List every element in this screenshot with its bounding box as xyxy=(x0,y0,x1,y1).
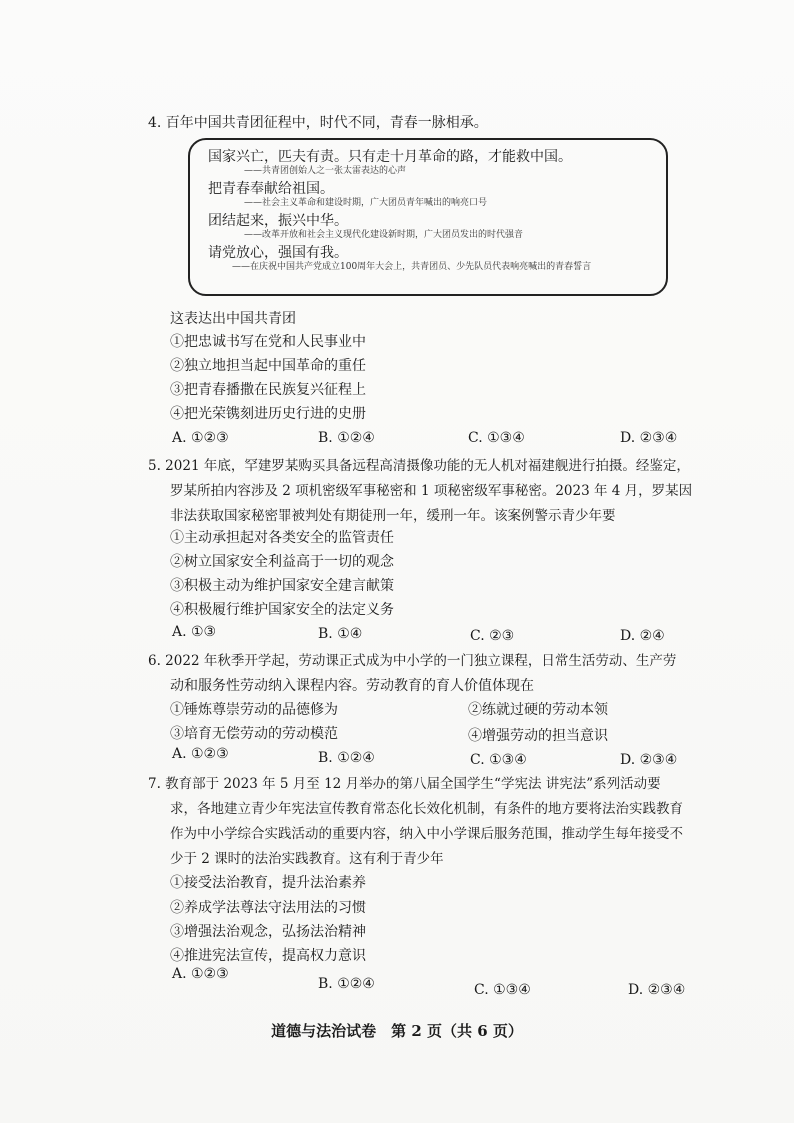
q7-option-c[interactable]: C. ①③④ xyxy=(474,982,531,998)
q4-option-c[interactable]: C. ①③④ xyxy=(468,430,525,446)
q7-stem-line-2: 求，各地建立青少年宪法宣传教育常态化长效化机制，有条件的地方要将法治实践教育 xyxy=(170,801,683,817)
q4-quote-box xyxy=(188,138,668,296)
q6-stem-line-1: 6. 2022 年秋季开学起，劳动课正式成为中小学的一门独立课程，日常生活劳动、生产劳 xyxy=(148,653,677,669)
q4-item-1: ①把忠诚书写在党和人民事业中 xyxy=(170,334,366,350)
q4-quote-3: 团结起来，振兴中华。 xyxy=(208,213,348,229)
q4-quote-1: 国家兴亡，匹夫有责。只有走十月革命的路，才能救中国。 xyxy=(208,149,572,165)
q6-option-b[interactable]: B. ①②④ xyxy=(318,750,375,766)
page-footer: 道德与法治试卷 第 2 页（共 6 页） xyxy=(271,1022,523,1040)
q5-option-d[interactable]: D. ②④ xyxy=(620,628,665,644)
q4-item-2: ②独立地担当起中国革命的重任 xyxy=(170,358,366,374)
q6-option-d[interactable]: D. ②③④ xyxy=(620,752,678,768)
q6-item-1: ①锤炼尊崇劳动的品德修为 xyxy=(170,702,338,718)
q6-option-c[interactable]: C. ①③④ xyxy=(470,752,527,768)
q7-item-3: ③增强法治观念，弘扬法治精神 xyxy=(170,924,366,940)
q4-lead: 这表达出中国共青团 xyxy=(170,311,296,327)
q5-option-c[interactable]: C. ②③ xyxy=(470,628,515,644)
q6-option-a[interactable]: A. ①②③ xyxy=(172,746,229,762)
q4-option-a[interactable]: A. ①②③ xyxy=(172,430,229,446)
q7-option-b[interactable]: B. ①②④ xyxy=(318,976,375,992)
q4-quote-2: 把青春奉献给祖国。 xyxy=(208,181,334,197)
q4-item-4: ④把光荣镌刻进历史行进的史册 xyxy=(170,406,366,422)
q6-item-2: ②练就过硬的劳动本领 xyxy=(468,702,608,718)
q6-stem-line-2: 动和服务性劳动纳入课程内容。劳动教育的育人价值体现在 xyxy=(170,678,534,694)
q7-item-2: ②养成学法尊法守法用法的习惯 xyxy=(170,900,366,916)
q7-stem-line-3: 作为中小学综合实践活动的重要内容，纳入中小学课后服务范围，推动学生每年接受不 xyxy=(170,826,683,842)
q5-item-4: ④积极履行维护国家安全的法定义务 xyxy=(170,602,394,618)
q7-stem-line-1: 7. 教育部于 2023 年 5 月至 12 月举办的第八届全国学生“学宪法 讲宪法”系列活动要 xyxy=(148,776,661,792)
q6-item-4: ④增强劳动的担当意识 xyxy=(468,728,608,744)
q5-stem-line-1: 5. 2021 年底，罕建罗某购买具备远程高清摄像功能的无人机对福建舰进行拍摄。经鉴定， xyxy=(148,458,690,474)
q7-item-4: ④推进宪法宣传，提高权力意识 xyxy=(170,948,366,964)
q5-item-1: ①主动承担起对各类安全的监管责任 xyxy=(170,530,394,546)
q5-option-b[interactable]: B. ①④ xyxy=(318,626,363,642)
q4-quote-4-source: ——在庆祝中国共产党成立100周年大会上，共青团员、少先队员代表响亮喊出的青春誓言 xyxy=(232,262,592,272)
q5-stem-line-2: 罗某所拍内容涉及 2 项机密级军事秘密和 1 项秘密级军事秘密。2023 年 4 月，罗某因 xyxy=(170,483,693,499)
q4-quote-4: 请党放心，强国有我。 xyxy=(208,245,348,261)
q6-item-3: ③培育无偿劳动的劳动模范 xyxy=(170,726,338,742)
q7-option-d[interactable]: D. ②③④ xyxy=(628,982,686,998)
q5-item-2: ②树立国家安全利益高于一切的观念 xyxy=(170,554,394,570)
q5-item-3: ③积极主动为维护国家安全建言献策 xyxy=(170,578,394,594)
q4-option-b[interactable]: B. ①②④ xyxy=(318,430,375,446)
q7-stem-line-4: 少于 2 课时的法治实践教育。这有利于青少年 xyxy=(170,851,444,867)
q4-quote-2-source: ——社会主义革命和建设时期，广大团员青年喊出的响亮口号 xyxy=(244,198,488,208)
q5-option-a[interactable]: A. ①③ xyxy=(172,624,217,640)
q4-quote-3-source: ——改革开放和社会主义现代化建设新时期，广大团员发出的时代强音 xyxy=(244,230,524,240)
q5-stem-line-3: 非法获取国家秘密罪被判处有期徒刑一年，缓刑一年。该案例警示青少年要 xyxy=(170,508,616,524)
q4-option-d[interactable]: D. ②③④ xyxy=(620,430,678,446)
q7-option-a[interactable]: A. ①②③ xyxy=(172,966,229,982)
q4-item-3: ③把青春播撒在民族复兴征程上 xyxy=(170,382,366,398)
q4-stem: 4. 百年中国共青团征程中，时代不同，青春一脉相承。 xyxy=(148,115,488,131)
q4-quote-1-source: ——共青团创始人之一张太雷表达的心声 xyxy=(244,166,407,176)
q7-item-1: ①接受法治教育，提升法治素养 xyxy=(170,875,366,891)
